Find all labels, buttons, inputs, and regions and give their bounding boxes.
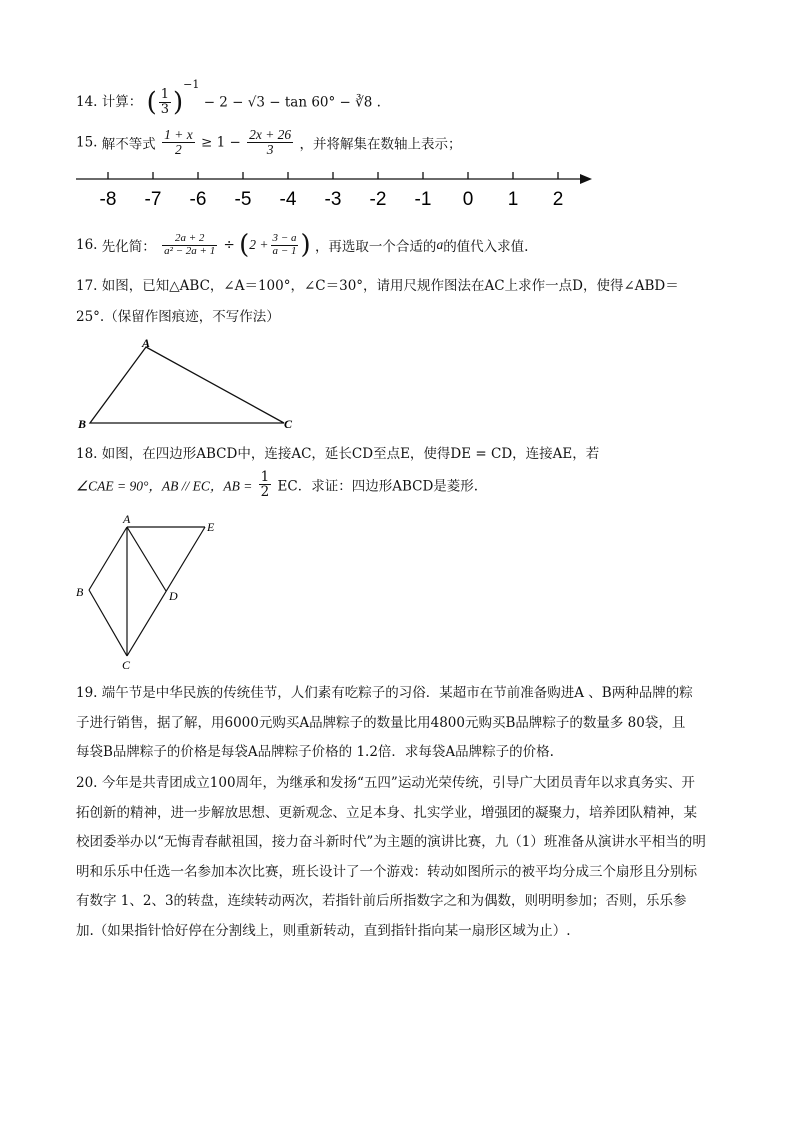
- q15-f2-num: 2x + 26: [249, 127, 292, 142]
- q16-left-paren: (: [239, 230, 250, 260]
- q16-paren-pre: 2 +: [249, 237, 269, 252]
- triangle-label-a: A: [142, 336, 151, 350]
- q14-left-paren: (: [146, 87, 157, 118]
- triangle-abc-figure: [70, 335, 310, 435]
- q16-tail: ，再选取一个合适的: [314, 239, 437, 255]
- q15-f1-num: 1 + x: [164, 127, 193, 142]
- question-20: [76, 769, 724, 946]
- q16-right-paren: ): [300, 230, 311, 260]
- q15-tail: ，并将解集在数轴上表示；: [299, 136, 462, 153]
- number-line-tick-label: -8: [99, 189, 117, 210]
- q16-tail-2: 的值代入求值.: [443, 239, 529, 255]
- q19-line-2: 子进行销售，据了解，用6000元购买A品牌粽子的数量比用4800元购买B品牌粽子的数量多 80袋，且: [76, 714, 686, 731]
- question-19: [76, 679, 724, 768]
- number-line-tick-label: -2: [369, 189, 387, 210]
- q18-fraction: [259, 470, 272, 499]
- number-line-tick-label: 1: [507, 189, 519, 210]
- q15-f1-den: 2: [175, 142, 182, 158]
- q16-f1-num: 2a + 2: [162, 233, 217, 246]
- q14-label: 计算：: [101, 94, 143, 110]
- q14-expression: − 2 − √3 − tan 60° − ∛8: [203, 94, 373, 111]
- number-line-tick-label: 0: [462, 189, 474, 210]
- question-14: [76, 78, 381, 118]
- q18-line-2-b: EC．求证：四边形ABCD是菱形.: [277, 478, 479, 495]
- number-line-tick-label: -7: [144, 189, 162, 210]
- q20-line-3: 校团委举办以“无悔青春献祖国，接力奋斗新时代”为主题的演讲比赛，九（1）班准备从演讲水平相当的明: [76, 834, 706, 850]
- number-line: [70, 165, 600, 215]
- q20-line-4: 明和乐乐中任选一名参加本次比赛，班长设计了一个游戏：转动如图所示的被平均分成三个扇形且分别标: [76, 863, 697, 880]
- question-15: [76, 128, 461, 157]
- number-line-tick-label: -5: [234, 189, 252, 210]
- q20-line-6: 加.（如果指针恰好停在分割线上，则重新转动，直到指针指向某一扇形区域为止）.: [76, 922, 571, 939]
- segment-ad: [127, 527, 166, 591]
- q18-line-2-a: ∠CAE = 90°，AB // EC，AB =: [76, 478, 253, 494]
- q18-frac-den: 2: [260, 484, 270, 501]
- q20-line-2: 拓创新的精神，进一步解放思想、更新观念、立足本身、扎实学业，增强团的凝聚力，培养团队精神，某: [76, 804, 697, 821]
- segment-ab: [89, 527, 127, 590]
- q14-exponent: −1: [183, 78, 200, 91]
- number-line-tick-label: -6: [189, 189, 207, 210]
- q15-number: 15.: [76, 134, 98, 151]
- q16-f2-num: 3 − a: [272, 231, 297, 244]
- question-16: [76, 230, 528, 260]
- q14-fraction: [159, 88, 171, 116]
- quad-label-c: C: [122, 658, 131, 672]
- number-line-tick-label: -1: [414, 189, 432, 210]
- q16-fraction-1: [162, 233, 217, 257]
- q20-line-5: 有数字 1、2、3的转盘，连续转动两次，若指针前后所指数字之和为偶数，则明明参加；否则，乐乐参: [76, 893, 687, 909]
- q15-f2-den: 3: [266, 142, 274, 158]
- q19-line-3: 每袋B品牌粽子的价格是每袋A品牌粽子价格的 1.2倍．求每袋A品牌粽子的价格.: [76, 744, 554, 760]
- q18-line-1: 18. 如图，在四边形ABCD中，连接AC，延长CD至点E，使得DE = CD，连接AE，若: [76, 446, 600, 462]
- triangle-label-b: B: [78, 417, 87, 431]
- number-line-tick-label: -3: [324, 189, 342, 210]
- q15-relation: ≥ 1 −: [200, 134, 241, 151]
- q15-fraction-2: [247, 128, 293, 157]
- q19-line-1: 19. 端午节是中华民族的传统佳节，人们素有吃粽子的习俗．某超市在节前准备购进A 、B两种品牌的粽: [76, 685, 693, 701]
- q14-frac-den: 3: [160, 102, 170, 117]
- q16-label: 先化简：: [101, 239, 156, 255]
- triangle-abc: [90, 347, 284, 423]
- q14-number: 14.: [76, 94, 98, 110]
- q15-fraction-1: [162, 128, 195, 157]
- q18-frac-num: 1: [260, 469, 270, 485]
- q16-variable: a: [436, 237, 444, 252]
- q14-end: .: [376, 94, 381, 111]
- q15-label: 解不等式: [101, 136, 156, 153]
- quadrilateral-abcd-figure: [70, 510, 240, 675]
- q18-line-2: [76, 470, 478, 499]
- quad-label-b: B: [76, 585, 84, 599]
- q20-line-1: 20. 今年是共青团成立100周年，为继承和发扬“五四”运动光荣传统，引导广大团员青年以求真务实、开: [76, 775, 695, 791]
- triangle-label-c: C: [284, 417, 293, 431]
- quad-label-d: D: [169, 589, 178, 603]
- segment-bc: [89, 590, 127, 656]
- q17-line-1: 17. 如图，已知△ABC，∠A＝100°，∠C＝30°，请用尺规作图法在AC上求作一点D，使得∠ABD＝: [76, 278, 679, 294]
- q16-f2-den: a − 1: [272, 244, 297, 257]
- q16-divide: ÷: [223, 237, 235, 253]
- q16-fraction-2: [271, 233, 299, 257]
- q17-line-2: 25°.（保留作图痕迹，不写作法）: [76, 309, 280, 325]
- q14-right-paren: ): [173, 87, 184, 118]
- number-line-arrow-icon: [580, 174, 592, 184]
- quad-label-e: E: [207, 520, 215, 534]
- q14-frac-num: 1: [160, 87, 170, 103]
- q16-f1-den: a² − 2a + 1: [164, 244, 216, 257]
- q16-number: 16.: [76, 237, 98, 253]
- quad-label-a: A: [123, 512, 131, 526]
- number-line-tick-label: -4: [279, 189, 297, 210]
- number-line-tick-label: 2: [552, 189, 564, 210]
